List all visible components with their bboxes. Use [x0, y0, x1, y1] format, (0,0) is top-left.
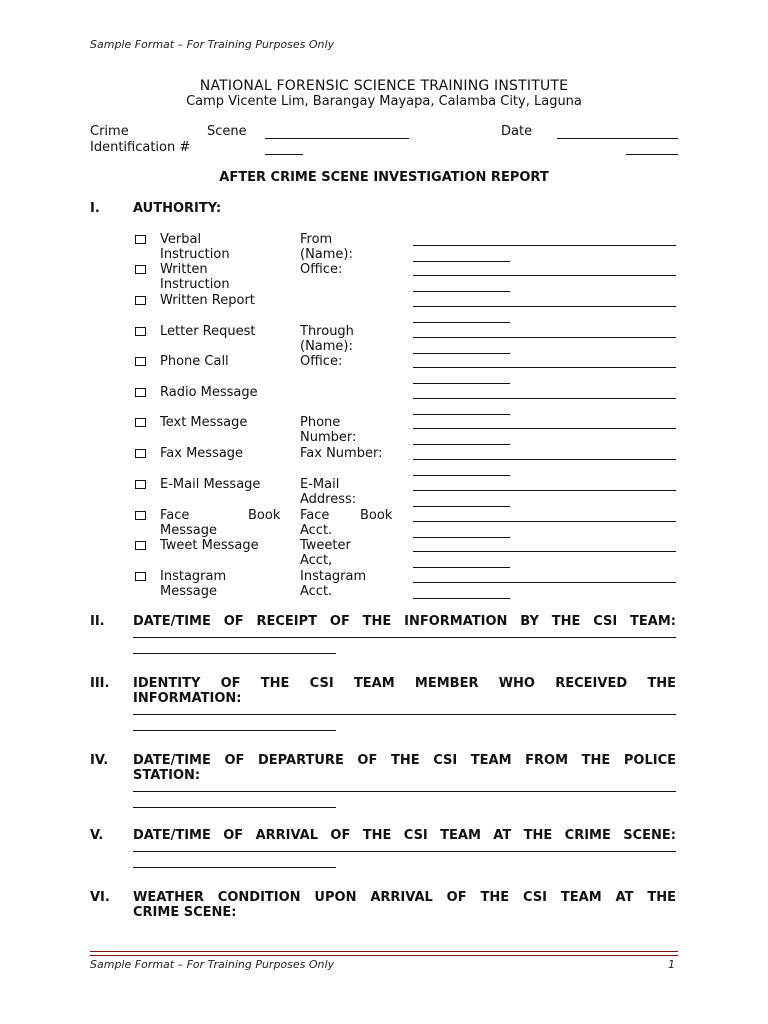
option-label-3: Letter Request	[160, 324, 256, 339]
authority-line-2-short[interactable]	[413, 322, 510, 323]
section-title-2-line2: STATION:	[133, 768, 201, 783]
section-answer-line-1[interactable]	[133, 714, 676, 715]
option-label-8: E-Mail Message	[160, 477, 261, 492]
identification-label: Identification #	[90, 140, 191, 155]
field-label-0: From	[300, 232, 333, 247]
field-label-4: Phone	[300, 415, 341, 430]
checkbox-7[interactable]	[135, 449, 146, 458]
field-label-8: Tweeter	[300, 538, 351, 553]
option-label-0: Verbal	[160, 232, 202, 247]
option-label-11-line2: Message	[160, 584, 217, 599]
section-answer-line-3-short[interactable]	[133, 867, 336, 868]
section-number-0: II.	[90, 614, 105, 629]
field-label-9-line2: Acct.	[300, 584, 333, 599]
field-label-9: Instagram	[300, 569, 367, 584]
footer-note: Sample Format – For Training Purposes Only	[90, 958, 335, 971]
authority-line-10-short[interactable]	[413, 567, 510, 568]
checkbox-3[interactable]	[135, 327, 146, 336]
date-line-2[interactable]	[626, 154, 678, 155]
section-title-4: WEATHER CONDITION UPON ARRIVAL OF THE CSI TEAM AT THE	[133, 890, 676, 905]
authority-line-1[interactable]	[413, 275, 676, 276]
section-answer-line-0[interactable]	[133, 637, 676, 638]
section-answer-line-3[interactable]	[133, 851, 676, 852]
authority-line-10[interactable]	[413, 551, 676, 552]
field-label-1: Office:	[300, 262, 343, 277]
section-answer-line-1-short[interactable]	[133, 730, 336, 731]
option-label-7: Fax Message	[160, 446, 244, 461]
section-title-4-line2: CRIME SCENE:	[133, 905, 237, 920]
institute-address: Camp Vicente Lim, Barangay Mayapa, Calamba City, Laguna	[186, 94, 582, 109]
date-label: Date	[501, 124, 533, 139]
field-label-7-line2: Acct.	[300, 523, 333, 538]
report-title: AFTER CRIME SCENE INVESTIGATION REPORT	[219, 170, 549, 185]
option-label-9-line2: Message	[160, 523, 217, 538]
section-number-2: IV.	[90, 753, 109, 768]
field-label-8-line2: Acct,	[300, 553, 333, 568]
authority-line-8[interactable]	[413, 490, 676, 491]
authority-line-5[interactable]	[413, 398, 676, 399]
crime-scene-id-line-2[interactable]	[265, 154, 303, 155]
field-label-5: Fax Number:	[300, 446, 383, 461]
authority-line-11-short[interactable]	[413, 598, 510, 599]
authority-line-6-short[interactable]	[413, 444, 510, 445]
authority-title: AUTHORITY:	[133, 201, 222, 216]
authority-line-3[interactable]	[413, 337, 676, 338]
field-label-2: Through	[300, 324, 354, 339]
checkbox-6[interactable]	[135, 418, 146, 427]
checkbox-2[interactable]	[135, 296, 146, 305]
option-label-0-line2: Instruction	[160, 247, 230, 262]
section-number-4: VI.	[90, 890, 110, 905]
option-label-9-b: Book	[248, 508, 281, 523]
option-label-10: Tweet Message	[160, 538, 259, 553]
section-number-1: III.	[90, 676, 110, 691]
authority-line-11[interactable]	[413, 582, 676, 583]
authority-line-7[interactable]	[413, 459, 676, 460]
authority-line-7-short[interactable]	[413, 475, 510, 476]
section-title-1-line2: INFORMATION:	[133, 691, 242, 706]
authority-line-8-short[interactable]	[413, 506, 510, 507]
authority-line-1-short[interactable]	[413, 291, 510, 292]
institute-name: NATIONAL FORENSIC SCIENCE TRAINING INSTITUTE	[199, 78, 569, 94]
page-number: 1	[668, 958, 675, 971]
section-title-2: DATE/TIME OF DEPARTURE OF THE CSI TEAM FROM THE POLICE	[133, 753, 676, 768]
option-label-4: Phone Call	[160, 354, 229, 369]
section-title-3: DATE/TIME OF ARRIVAL OF THE CSI TEAM AT THE CRIME SCENE:	[133, 828, 676, 843]
field-label-6: E-Mail	[300, 477, 340, 492]
authority-line-9-short[interactable]	[413, 537, 510, 538]
authority-line-4-short[interactable]	[413, 383, 510, 384]
authority-line-4[interactable]	[413, 367, 676, 368]
option-label-9-a: Face	[160, 508, 190, 523]
section-number-i: I.	[90, 201, 100, 216]
checkbox-10[interactable]	[135, 541, 146, 550]
scene-label: Scene	[207, 124, 247, 139]
option-label-1: Written	[160, 262, 208, 277]
footer-rule	[90, 951, 678, 952]
checkbox-1[interactable]	[135, 265, 146, 274]
section-answer-line-2-short[interactable]	[133, 807, 336, 808]
option-label-5: Radio Message	[160, 385, 258, 400]
date-line[interactable]	[557, 138, 678, 139]
checkbox-4[interactable]	[135, 357, 146, 366]
section-answer-line-2[interactable]	[133, 791, 676, 792]
checkbox-9[interactable]	[135, 511, 146, 520]
authority-line-9[interactable]	[413, 521, 676, 522]
authority-line-5-short[interactable]	[413, 414, 510, 415]
checkbox-5[interactable]	[135, 388, 146, 397]
section-answer-line-0-short[interactable]	[133, 653, 336, 654]
authority-line-6[interactable]	[413, 428, 676, 429]
field-label-4-line2: Number:	[300, 430, 357, 445]
field-label-7-b: Book	[360, 508, 393, 523]
authority-line-0[interactable]	[413, 245, 676, 246]
section-title-0: DATE/TIME OF RECEIPT OF THE INFORMATION BY THE CSI TEAM:	[133, 614, 676, 629]
authority-line-0-short[interactable]	[413, 261, 510, 262]
checkbox-8[interactable]	[135, 480, 146, 489]
authority-line-3-short[interactable]	[413, 353, 510, 354]
field-label-7-a: Face	[300, 508, 330, 523]
header-note: Sample Format – For Training Purposes Only	[90, 38, 335, 51]
option-label-6: Text Message	[160, 415, 248, 430]
crime-scene-id-line[interactable]	[265, 138, 409, 139]
section-number-3: V.	[90, 828, 104, 843]
field-label-6-line2: Address:	[300, 492, 357, 507]
footer-rule-thin	[90, 955, 678, 956]
option-label-2: Written Report	[160, 293, 255, 308]
option-label-11: Instagram	[160, 569, 227, 584]
option-label-1-line2: Instruction	[160, 277, 230, 292]
field-label-2-line2: (Name):	[300, 339, 353, 354]
field-label-0-line2: (Name):	[300, 247, 353, 262]
section-title-1: IDENTITY OF THE CSI TEAM MEMBER WHO RECEIVED THE	[133, 676, 676, 691]
authority-line-2[interactable]	[413, 306, 676, 307]
field-label-3: Office:	[300, 354, 343, 369]
crime-label: Crime	[90, 124, 129, 139]
checkbox-11[interactable]	[135, 572, 146, 581]
checkbox-0[interactable]	[135, 235, 146, 244]
